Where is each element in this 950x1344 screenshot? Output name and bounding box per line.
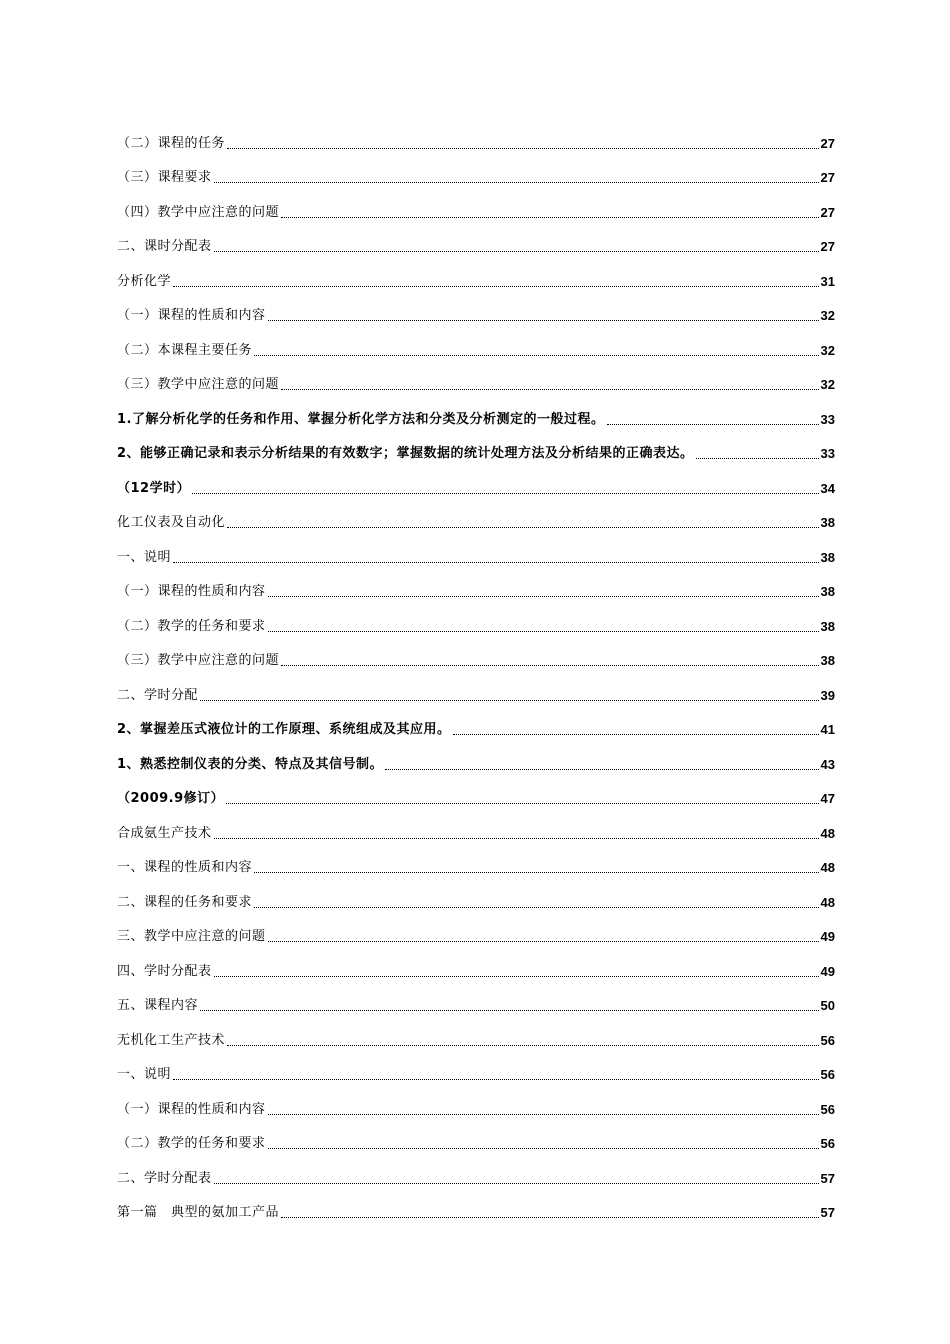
toc-entry-title: 1、熟悉控制仪表的分类、特点及其信号制。 [117,756,384,772]
toc-entry-page-number: 32 [820,377,835,392]
toc-entry-page-number: 39 [820,687,835,703]
toc-entry-page-number: 56 [820,1101,835,1117]
dot-leader [173,1079,819,1080]
toc-entry-title: （三）教学中应注意的问题 [117,653,280,668]
dot-leader [214,1183,819,1184]
toc-entry-page-number: 49 [820,963,835,979]
toc-entry[interactable] [117,639,835,674]
toc-entry-title: 二、学时分配 [117,687,199,703]
toc-entry-title: 合成氨生产技术 [117,825,212,841]
toc-entry[interactable] [117,1122,835,1157]
toc-entry[interactable] [117,673,835,708]
toc-entry[interactable] [117,880,835,915]
dot-leader [214,976,819,977]
toc-entry[interactable] [117,121,835,156]
toc-entry[interactable] [117,156,835,191]
dot-leader [268,631,819,632]
toc-entry[interactable] [117,432,835,467]
toc-entry-title: （2009.9修订） [117,791,225,806]
toc-entry-page-number: 57 [820,1170,835,1186]
dot-leader [281,217,819,218]
toc-entry[interactable] [117,1191,835,1226]
dot-leader [281,1217,819,1218]
dot-leader [214,838,819,839]
toc-entry[interactable] [117,984,835,1019]
dot-leader [200,700,819,701]
toc-entry-title: 分析化学 [117,273,172,289]
dot-leader [268,1114,819,1115]
toc-entry[interactable] [117,604,835,639]
toc-entry-page-number: 27 [820,204,835,220]
toc-entry-page-number: 56 [820,1136,835,1151]
dot-leader [227,1045,819,1046]
dot-leader [200,1010,819,1011]
toc-entry-page-number: 32 [820,308,835,323]
toc-entry-page-number: 32 [820,342,835,358]
toc-entry-title: 2、掌握差压式液位计的工作原理、系统组成及其应用。 [117,722,451,737]
dot-leader [254,907,819,908]
toc-entry[interactable] [117,397,835,432]
toc-entry-title: （二）课程的任务 [117,135,226,151]
table-of-contents [117,121,835,1225]
toc-entry-page-number: 38 [820,515,835,530]
dot-leader [268,596,819,597]
toc-entry[interactable] [117,570,835,605]
dot-leader [254,872,819,873]
toc-entry-page-number: 27 [820,135,835,151]
toc-entry-page-number: 34 [820,480,835,496]
dot-leader [173,562,819,563]
toc-entry[interactable] [117,190,835,225]
toc-entry[interactable] [117,811,835,846]
toc-entry-page-number: 57 [820,1205,835,1220]
toc-entry-page-number: 33 [820,411,835,427]
toc-entry-title: 三、教学中应注意的问题 [117,929,266,944]
toc-entry[interactable] [117,777,835,812]
toc-entry[interactable] [117,535,835,570]
dot-leader [281,389,819,390]
toc-entry[interactable] [117,1087,835,1122]
toc-entry-title: 一、课程的性质和内容 [117,860,253,875]
toc-entry-title: 四、学时分配表 [117,963,212,979]
toc-entry[interactable] [117,363,835,398]
dot-leader [268,941,819,942]
toc-entry[interactable] [117,915,835,950]
dot-leader [214,182,819,183]
toc-entry-title: 二、课程的任务和要求 [117,894,253,910]
toc-entry-title: （三）课程要求 [117,170,212,185]
toc-entry-page-number: 48 [820,894,835,910]
toc-entry[interactable] [117,1053,835,1088]
dot-leader [607,424,819,425]
dot-leader [254,355,819,356]
toc-entry-title: 二、学时分配表 [117,1170,212,1186]
toc-entry-page-number: 27 [820,239,835,254]
dot-leader [173,286,819,287]
dot-leader [385,769,818,770]
dot-leader [226,803,818,804]
toc-entry-title: （二）教学的任务和要求 [117,1136,266,1151]
toc-entry[interactable] [117,294,835,329]
toc-entry-title: （12学时） [117,480,191,496]
toc-entry-page-number: 38 [820,584,835,599]
toc-entry[interactable] [117,846,835,881]
toc-entry-page-number: 41 [820,722,835,737]
toc-entry[interactable] [117,949,835,984]
toc-entry-page-number: 56 [820,1032,835,1048]
toc-entry-title: 一、说明 [117,549,172,565]
dot-leader [227,148,819,149]
toc-entry-title: 一、说明 [117,1067,172,1082]
toc-entry-page-number: 50 [820,998,835,1013]
toc-entry-title: 化工仪表及自动化 [117,515,226,530]
dot-leader [281,665,819,666]
dot-leader [696,458,819,459]
toc-entry-title: （四）教学中应注意的问题 [117,204,280,220]
dot-leader [227,527,819,528]
toc-entry-page-number: 48 [820,860,835,875]
toc-entry-title: （一）课程的性质和内容 [117,1101,266,1117]
dot-leader [214,251,819,252]
toc-entry-title: 五、课程内容 [117,998,199,1013]
toc-entry-page-number: 38 [820,549,835,565]
toc-entry-title: 二、课时分配表 [117,239,212,254]
toc-entry[interactable] [117,225,835,260]
toc-entry-title: （二）本课程主要任务 [117,342,253,358]
dot-leader [268,1148,819,1149]
toc-entry-title: 无机化工生产技术 [117,1032,226,1048]
toc-entry-page-number: 48 [820,825,835,841]
toc-entry[interactable] [117,466,835,501]
dot-leader [192,493,818,494]
toc-entry-title: 1.了解分析化学的任务和作用、掌握分析化学方法和分类及分析测定的一般过程。 [117,411,605,427]
toc-entry-title: （一）课程的性质和内容 [117,308,266,323]
toc-entry-title: 第一篇 典型的氨加工产品 [117,1205,280,1220]
toc-entry[interactable] [117,708,835,743]
toc-entry[interactable] [117,259,835,294]
toc-entry-page-number: 38 [820,653,835,668]
toc-entry-page-number: 47 [820,791,835,806]
toc-entry-title: （三）教学中应注意的问题 [117,377,280,392]
toc-entry-page-number: 56 [820,1067,835,1082]
toc-entry-title: （二）教学的任务和要求 [117,618,266,634]
toc-entry-page-number: 33 [820,446,835,461]
toc-entry-title: （一）课程的性质和内容 [117,584,266,599]
dot-leader [268,320,819,321]
dot-leader [453,734,819,735]
toc-entry-title: 2、能够正确记录和表示分析结果的有效数字；掌握数据的统计处理方法及分析结果的正确表达。 [117,446,694,461]
toc-entry[interactable] [117,328,835,363]
toc-entry[interactable] [117,501,835,536]
toc-entry-page-number: 49 [820,929,835,944]
toc-entry-page-number: 38 [820,618,835,634]
toc-entry-page-number: 31 [820,273,835,289]
toc-entry[interactable] [117,742,835,777]
toc-entry-page-number: 27 [820,170,835,185]
toc-entry[interactable] [117,1156,835,1191]
toc-entry[interactable] [117,1018,835,1053]
toc-entry-page-number: 43 [820,756,835,772]
